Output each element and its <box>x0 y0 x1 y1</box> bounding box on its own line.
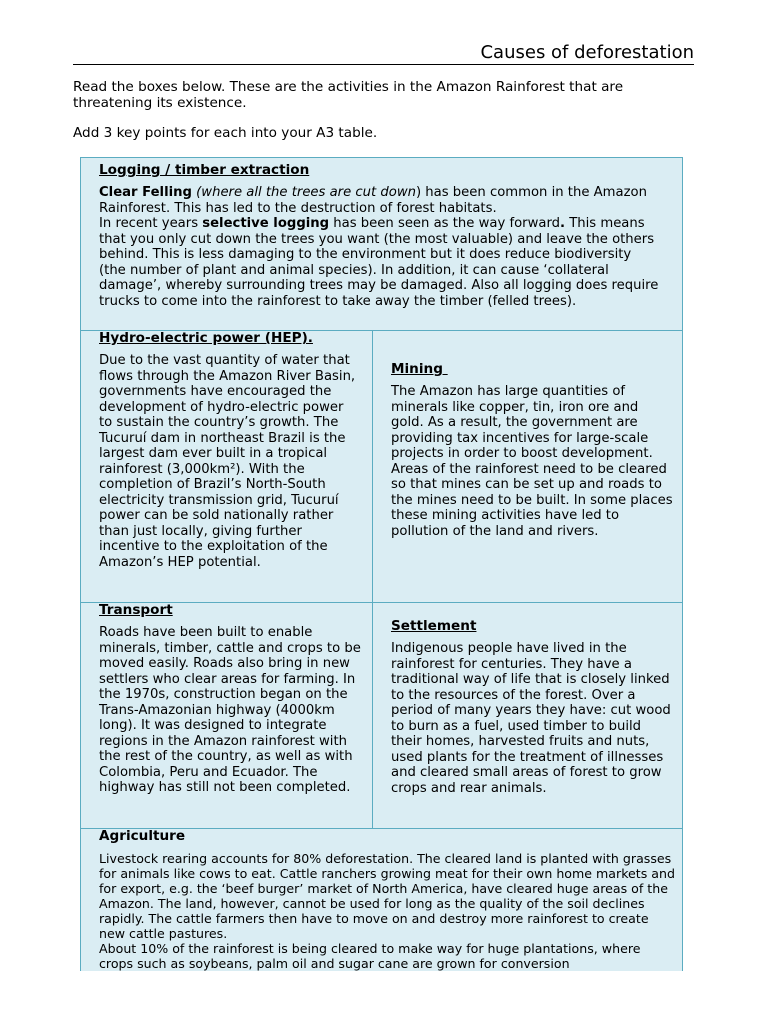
agriculture-paragraph-1: Livestock rearing accounts for 80% deforestation. The cleared land is planted with grasses for animals like cows to eat. Cattle ranchers growing meat for their own home markets and for export, e.g. the ‘beef burger’ market of North America, have cleared huge areas of the Amazon. The land, however, cannot be used for long as the quality of the soil declines rapidly. The cattle farmers then have to move on and destroy more rainforest to create new cattle pastures. <box>99 851 675 941</box>
agriculture-paragraph-2: About 10% of the rainforest is being cleared to make way for huge plantations, where crops such as soybeans, palm oil and sugar cane are grown for conversion <box>99 941 641 971</box>
settlement-heading: Settlement <box>391 618 477 634</box>
selective-logging-text: has been seen as the way forward <box>329 216 560 231</box>
recent-years-text: In recent years <box>99 216 203 231</box>
hep-heading: Hydro-electric power (HEP). <box>99 330 313 346</box>
selective-logging-term: selective logging <box>202 216 330 231</box>
causes-table <box>80 157 683 971</box>
hep-body: Due to the vast quantity of water that flows through the Amazon River Basin, governments have encouraged the development of hydro-electric power to sustain the country’s growth. The Tucuruí dam in northeast Brazil is the largest dam ever built in a tropical rainforest (3,000km²). With the completion of Brazil’s North-South electricity transmission grid, Tucuruí power can be sold nationally rather than just locally, giving further incentive to the exploitation of the Amazon’s HEP potential. <box>99 353 356 570</box>
page-title: Causes of deforestation <box>480 42 694 63</box>
transport-heading: Transport <box>99 602 173 618</box>
header-rule <box>73 64 694 65</box>
logging-heading: Logging / timber extraction <box>99 162 310 178</box>
mining-body: The Amazon has large quantities of minerals like copper, tin, iron ore and gold. As a result, the government are providing tax incentives for large-scale projects in order to boost development. Areas of the rainforest need to be cleared so that mines can be set up and roads to the mines need to be built. In some places these mining activities have led to pollution of the land and rivers. <box>391 384 673 539</box>
logging-cell <box>99 162 659 309</box>
hep-cell <box>99 330 357 570</box>
logging-paragraph-2 <box>99 216 659 309</box>
logging-paragraph-1 <box>99 185 659 216</box>
settlement-cell <box>391 618 673 796</box>
mining-cell <box>391 361 673 539</box>
settlement-body: Indigenous people have lived in the rainforest for centuries. They have a traditional way of life that is closely linked to the resources of the forest. Over a period of many years they have: cut wood to burn as a fuel, used timber to build their homes, harvested fruits and nuts, used plants for the treatment of illnesses and cleared small areas of forest to grow crops and rear animals. <box>391 641 671 796</box>
mining-heading: Mining <box>391 361 448 377</box>
selective-logging-body: This means that you only cut down the trees you want (the most valuable) and leave the others behind. This is less damaging to the environment but it does reduce biodiversity (the number of plant and animal species). In addition, it can cause ‘collateral damage’, whereby surrounding trees may be damaged. Also all logging does require trucks to come into the rainforest to take away the timber (felled trees). <box>99 216 659 309</box>
column-divider <box>372 330 373 828</box>
instruction-paragraph: Add 3 key points for each into your A3 table. <box>73 125 378 141</box>
transport-body: Roads have been built to enable minerals, timber, cattle and crops to be moved easily. Roads also bring in new settlers who clear areas for farming. In the 1970s, construction began on the Trans-Amazonian highway (4000km long). It was designed to integrate regions in the Amazon rainforest with the rest of the country, as well as with Colombia, Peru and Ecuador. The highway has still not been completed. <box>99 625 361 795</box>
clear-felling-definition: (where all the trees are cut down <box>196 185 416 200</box>
clear-felling-text: ) has been common in the Amazon Rainforest. This has led to the destruction of forest habitats. <box>99 185 647 216</box>
agriculture-cell <box>99 828 675 971</box>
selective-logging-period: . <box>560 216 566 231</box>
agriculture-heading: Agriculture <box>99 828 186 844</box>
clear-felling-term: Clear Felling <box>99 185 192 200</box>
intro-paragraph: Read the boxes below. These are the activities in the Amazon Rainforest that are threatening its existence. <box>73 79 624 111</box>
transport-cell <box>99 602 361 796</box>
